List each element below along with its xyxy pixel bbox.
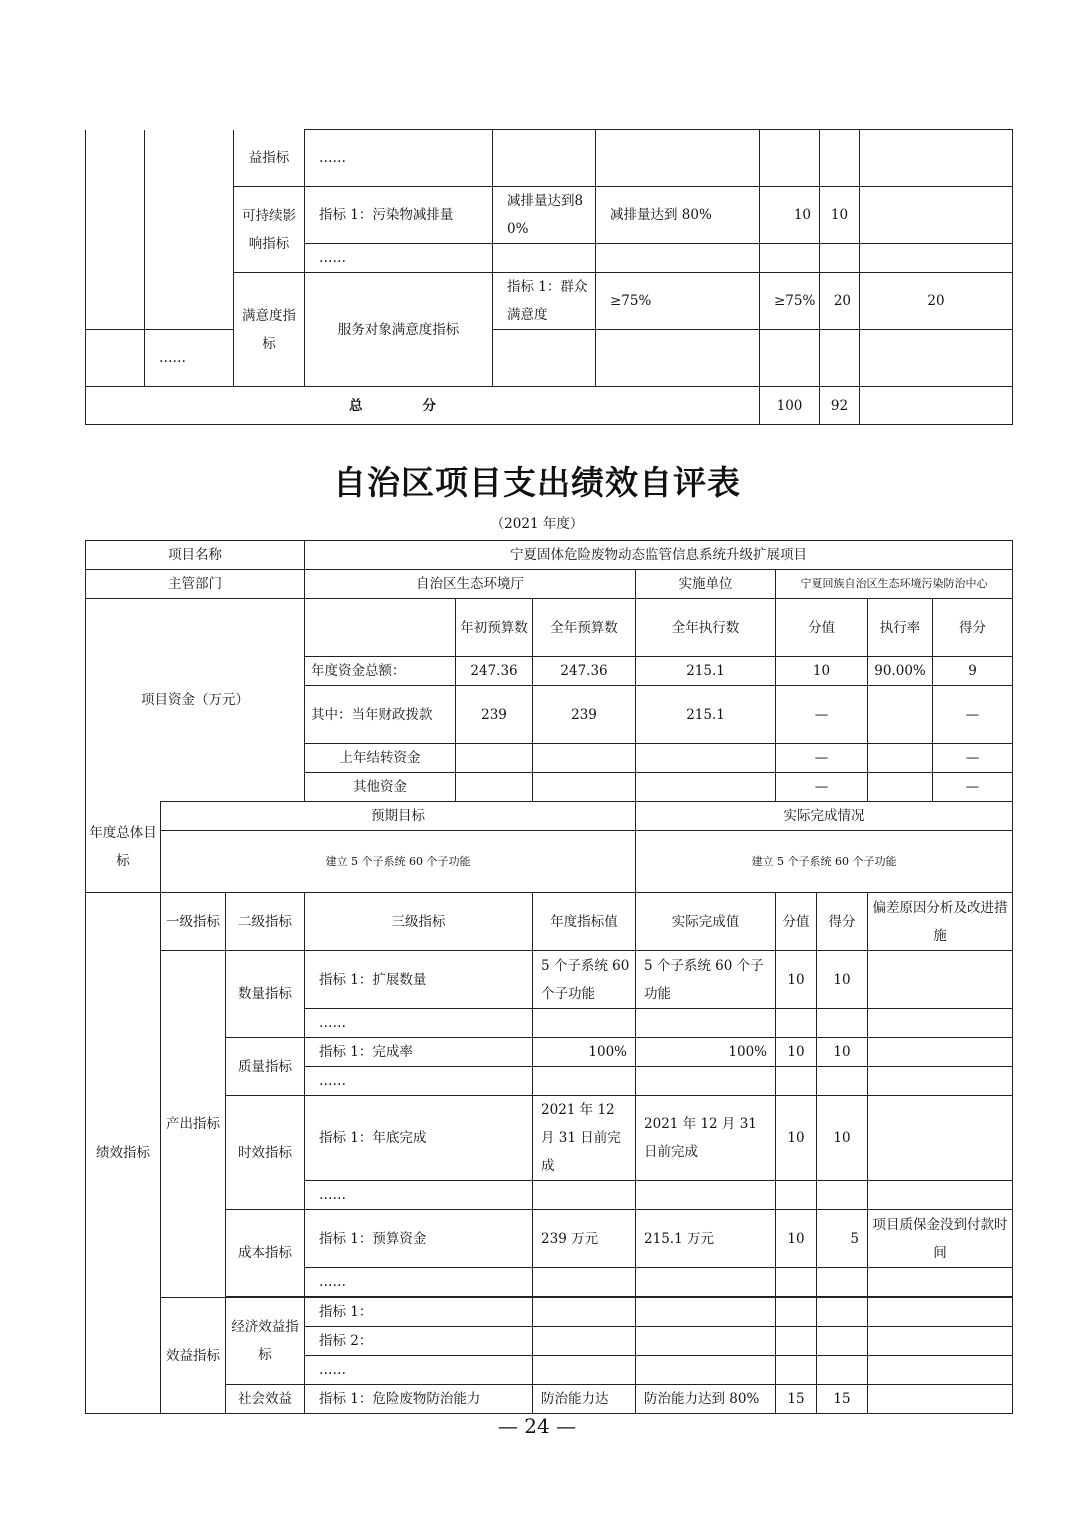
economic-indicator-1: 指标 1：	[305, 1298, 533, 1327]
funds-row-label: 其他资金	[305, 773, 456, 802]
quantity-target: 5 个子系统 60 个子功能	[533, 951, 636, 1009]
perf-header-actual: 实际完成值	[636, 893, 776, 951]
cost-reason: 项目质保金没到付款时间	[868, 1210, 1013, 1268]
funds-header-value: 分值	[776, 599, 868, 657]
funds-value: —	[776, 744, 868, 773]
perf-header-score: 得分	[817, 893, 868, 951]
sustain-actual: 减排量达到 80%	[596, 187, 760, 244]
cost-actual: 215.1 万元	[636, 1210, 776, 1268]
perf-header-reason: 偏差原因分析及改进措施	[868, 893, 1013, 951]
funds-rate	[868, 744, 933, 773]
ellipsis-cell: ……	[305, 1009, 533, 1038]
funds-initial	[456, 744, 533, 773]
funds-value: —	[776, 686, 868, 744]
impl: 宁夏回族自治区生态环境污染防治中心	[776, 570, 1013, 599]
funds-rate	[868, 686, 933, 744]
social-actual: 防治能力达到 80%	[636, 1385, 776, 1414]
project-name: 宁夏固体危险废物动态监管信息系统升级扩展项目	[305, 541, 1013, 570]
quality-indicator: 指标 1：完成率	[305, 1038, 533, 1067]
service-score-value: 20	[820, 273, 860, 330]
funds-annual	[533, 744, 636, 773]
service-actual: ≥75%	[760, 273, 820, 330]
service-score: 20	[860, 273, 1013, 330]
page-number: — 24 —	[497, 1414, 577, 1438]
economic-indicator-2: 指标 2：	[305, 1327, 533, 1356]
funds-executed	[636, 773, 776, 802]
impl-label: 实施单位	[636, 570, 776, 599]
funds-score: —	[933, 744, 1013, 773]
quality-score: 10	[817, 1038, 868, 1067]
perf-header-target: 年度指标值	[533, 893, 636, 951]
cost-label: 成本指标	[226, 1210, 305, 1297]
quality-target: 100%	[533, 1038, 636, 1067]
social-indicator: 指标 1：危险废物防治能力	[305, 1385, 533, 1414]
satisfaction-label: 满意度指标	[234, 273, 305, 387]
service-indicator: 指标 1：群众满意度	[493, 273, 596, 330]
funds-score: 9	[933, 657, 1013, 686]
benefit-label-tail: 益指标	[234, 130, 305, 187]
quantity-label: 数量指标	[226, 951, 305, 1038]
cost-score: 5	[817, 1210, 868, 1268]
funds-annual: 247.36	[533, 657, 636, 686]
total-score: 92	[820, 387, 860, 425]
sustain-score-value: 10	[760, 187, 820, 244]
sustain-target: 减排量达到80%	[493, 187, 596, 244]
funds-value: 10	[776, 657, 868, 686]
quantity-score: 10	[817, 951, 868, 1009]
self-evaluation-table	[85, 540, 1013, 1414]
quality-value: 10	[776, 1038, 817, 1067]
quality-label: 质量指标	[226, 1038, 305, 1096]
continued-performance-table	[85, 129, 1013, 425]
funds-header-annual: 全年预算数	[533, 599, 636, 657]
sustain-score: 10	[820, 187, 860, 244]
perf-header-level2: 二级指标	[226, 893, 305, 951]
social-label: 社会效益	[226, 1385, 305, 1414]
timeliness-actual: 2021 年 12 月 31 日前完成	[636, 1096, 776, 1181]
cost-target: 239 万元	[533, 1210, 636, 1268]
perf-header-level1: 一级指标	[161, 893, 226, 951]
total-score-value: 100	[760, 387, 820, 425]
quantity-indicator: 指标 1：扩展数量	[305, 951, 533, 1009]
level1b-cell	[145, 130, 234, 330]
ellipsis-cell: ……	[305, 130, 493, 187]
funds-rate	[868, 773, 933, 802]
funds-row-label: 年度资金总额：	[305, 657, 456, 686]
funds-initial: 239	[456, 686, 533, 744]
social-target: 防治能力达	[533, 1385, 636, 1414]
perf-label: 绩效指标	[86, 893, 161, 1414]
funds-executed	[636, 744, 776, 773]
funds-rate: 90.00%	[868, 657, 933, 686]
funds-annual: 239	[533, 686, 636, 744]
cost-indicator: 指标 1：预算资金	[305, 1210, 533, 1268]
funds-score: —	[933, 773, 1013, 802]
social-score: 15	[817, 1385, 868, 1414]
timeliness-value: 10	[776, 1096, 817, 1181]
funds-header-rate: 执行率	[868, 599, 933, 657]
cost-value: 10	[776, 1210, 817, 1268]
ellipsis-cell: ……	[145, 330, 234, 387]
service-label: 服务对象满意度指标	[305, 273, 493, 387]
ellipsis-cell: ……	[305, 1067, 533, 1096]
level1-cell	[86, 130, 145, 330]
dept: 自治区生态环境厅	[305, 570, 636, 599]
funds-header-score: 得分	[933, 599, 1013, 657]
total-label: 总分	[86, 387, 760, 425]
funds-executed: 215.1	[636, 686, 776, 744]
funds-row-label: 其中：当年财政拨款	[305, 686, 456, 744]
page-subtitle: （2021 年度）	[490, 516, 584, 532]
ellipsis-cell: ……	[305, 1268, 533, 1297]
ellipsis-cell: ……	[305, 244, 493, 273]
timeliness-indicator: 指标 1：年底完成	[305, 1096, 533, 1181]
funds-value: —	[776, 773, 868, 802]
service-target: ≥75%	[596, 273, 760, 330]
output-label: 产出指标	[161, 951, 226, 1298]
dept-label: 主管部门	[86, 570, 305, 599]
actual-label: 实际完成情况	[636, 802, 1013, 831]
project-name-label: 项目名称	[86, 541, 305, 570]
goal-label: 年度总体目标	[86, 802, 161, 893]
expected-label: 预期目标	[161, 802, 636, 831]
expected-goal: 建立 5 个子系统 60 个子功能	[161, 831, 636, 893]
quality-actual: 100%	[636, 1038, 776, 1067]
funds-executed: 215.1	[636, 657, 776, 686]
sustain-indicator: 指标 1：污染物减排量	[305, 187, 493, 244]
funds-header-initial: 年初预算数	[456, 599, 533, 657]
economic-label: 经济效益指标	[226, 1298, 305, 1385]
actual-goal: 建立 5 个子系统 60 个子功能	[636, 831, 1013, 893]
funds-score: —	[933, 686, 1013, 744]
timeliness-label: 时效指标	[226, 1096, 305, 1210]
ellipsis-cell: ……	[305, 1181, 533, 1210]
timeliness-target: 2021 年 12 月 31 日前完成	[533, 1096, 636, 1181]
quantity-value: 10	[776, 951, 817, 1009]
funds-header-executed: 全年执行数	[636, 599, 776, 657]
benefit-label: 效益指标	[161, 1298, 226, 1414]
timeliness-score: 10	[817, 1096, 868, 1181]
perf-header-value: 分值	[776, 893, 817, 951]
quantity-actual: 5 个子系统 60 个子功能	[636, 951, 776, 1009]
funds-row-label: 上年结转资金	[305, 744, 456, 773]
sustain-label: 可持续影响指标	[234, 187, 305, 273]
page-title: 自治区项目支出绩效自评表	[333, 463, 741, 502]
ellipsis-cell: ……	[305, 1356, 533, 1385]
social-value: 15	[776, 1385, 817, 1414]
funds-annual	[533, 773, 636, 802]
funds-initial	[456, 773, 533, 802]
perf-header-level3: 三级指标	[305, 893, 533, 951]
funds-initial: 247.36	[456, 657, 533, 686]
funds-label: 项目资金（万元）	[86, 599, 305, 802]
